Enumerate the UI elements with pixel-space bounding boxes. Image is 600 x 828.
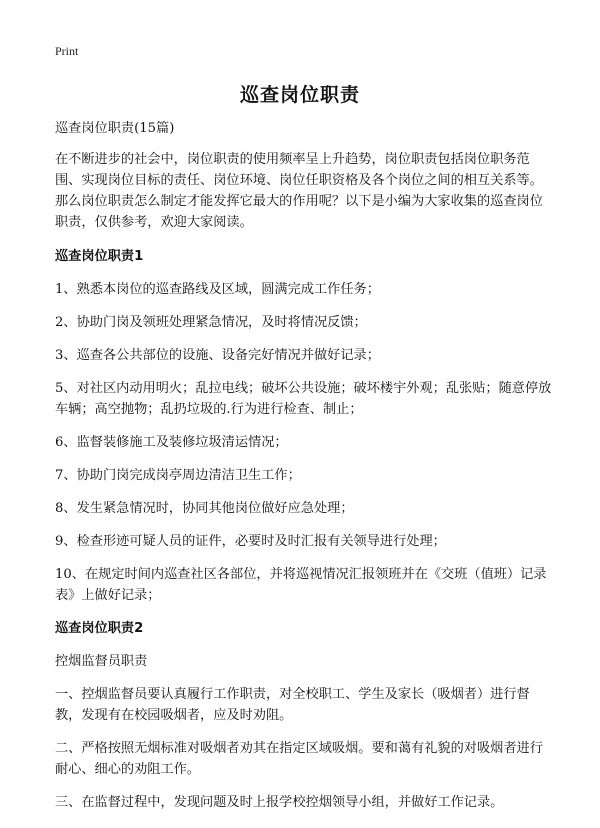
document-body <box>55 118 554 825</box>
section-subheading: 控烟监督员职责 <box>55 654 148 669</box>
list-item: 2、协助门岗及领班处理紧急情况，及时将情况反馈； <box>55 315 367 330</box>
intro-paragraph: 在不断进步的社会中，岗位职责的使用频率呈上升趋势，岗位职责包括岗位职务范围、实现岗位目标的责任、岗位环境、岗位任职资格及各个岗位之间的相互关系等。那么岗位职责怎么制定才能发挥它最大的作用呢？以下是小编为大家收集的巡查岗位职责，仅供参考，欢迎大家阅读。 <box>55 152 543 230</box>
list-item: 3、巡查各公共部位的设施、设备完好情况并做好记录； <box>55 348 380 363</box>
list-item: 1、熟悉本岗位的巡查路线及区域，圆满完成工作任务； <box>55 282 380 297</box>
section-heading: 巡查岗位职责2 <box>55 621 144 636</box>
list-item: 6、监督装修施工及装修垃圾清运情况； <box>55 435 288 450</box>
document-subtitle: 巡查岗位职责(15篇) <box>55 121 175 136</box>
list-item: 二、严格按照无烟标准对吸烟者劝其在指定区域吸烟。要和蔼有礼貌的对吸烟者进行耐心、细心的劝阻工作。 <box>55 741 543 777</box>
list-item: 7、协助门岗完成岗亭周边清洁卫生工作； <box>55 468 301 483</box>
print-link[interactable]: Print <box>55 44 79 58</box>
list-item: 9、检查形迹可疑人员的证件，必要时及时汇报有关领导进行处理； <box>55 534 446 549</box>
page-title: 巡查岗位职责 <box>239 84 360 106</box>
section-heading: 巡查岗位职责1 <box>55 249 144 264</box>
list-item: 5、对社区内动用明火；乱拉电线；破坏公共设施；破坏楼宇外观；乱张贴；随意停放车辆；高空抛物；乱扔垃圾的.行为进行检查、制止； <box>55 381 552 417</box>
list-item: 三、在监督过程中，发现问题及时上报学校控烟领导小组，并做好工作记录。 <box>55 795 504 810</box>
list-item: 10、在规定时间内巡查社区各部位，并将巡视情况汇报领班并在《交班（值班）记录表》上做好记录； <box>55 567 547 603</box>
list-item: 一、控烟监督员要认真履行工作职责，对全校职工、学生及家长（吸烟者）进行督教，发现有在校园吸烟者，应及时劝阻。 <box>55 687 530 723</box>
list-item: 8、发生紧急情况时，协同其他岗位做好应急处理； <box>55 501 354 516</box>
